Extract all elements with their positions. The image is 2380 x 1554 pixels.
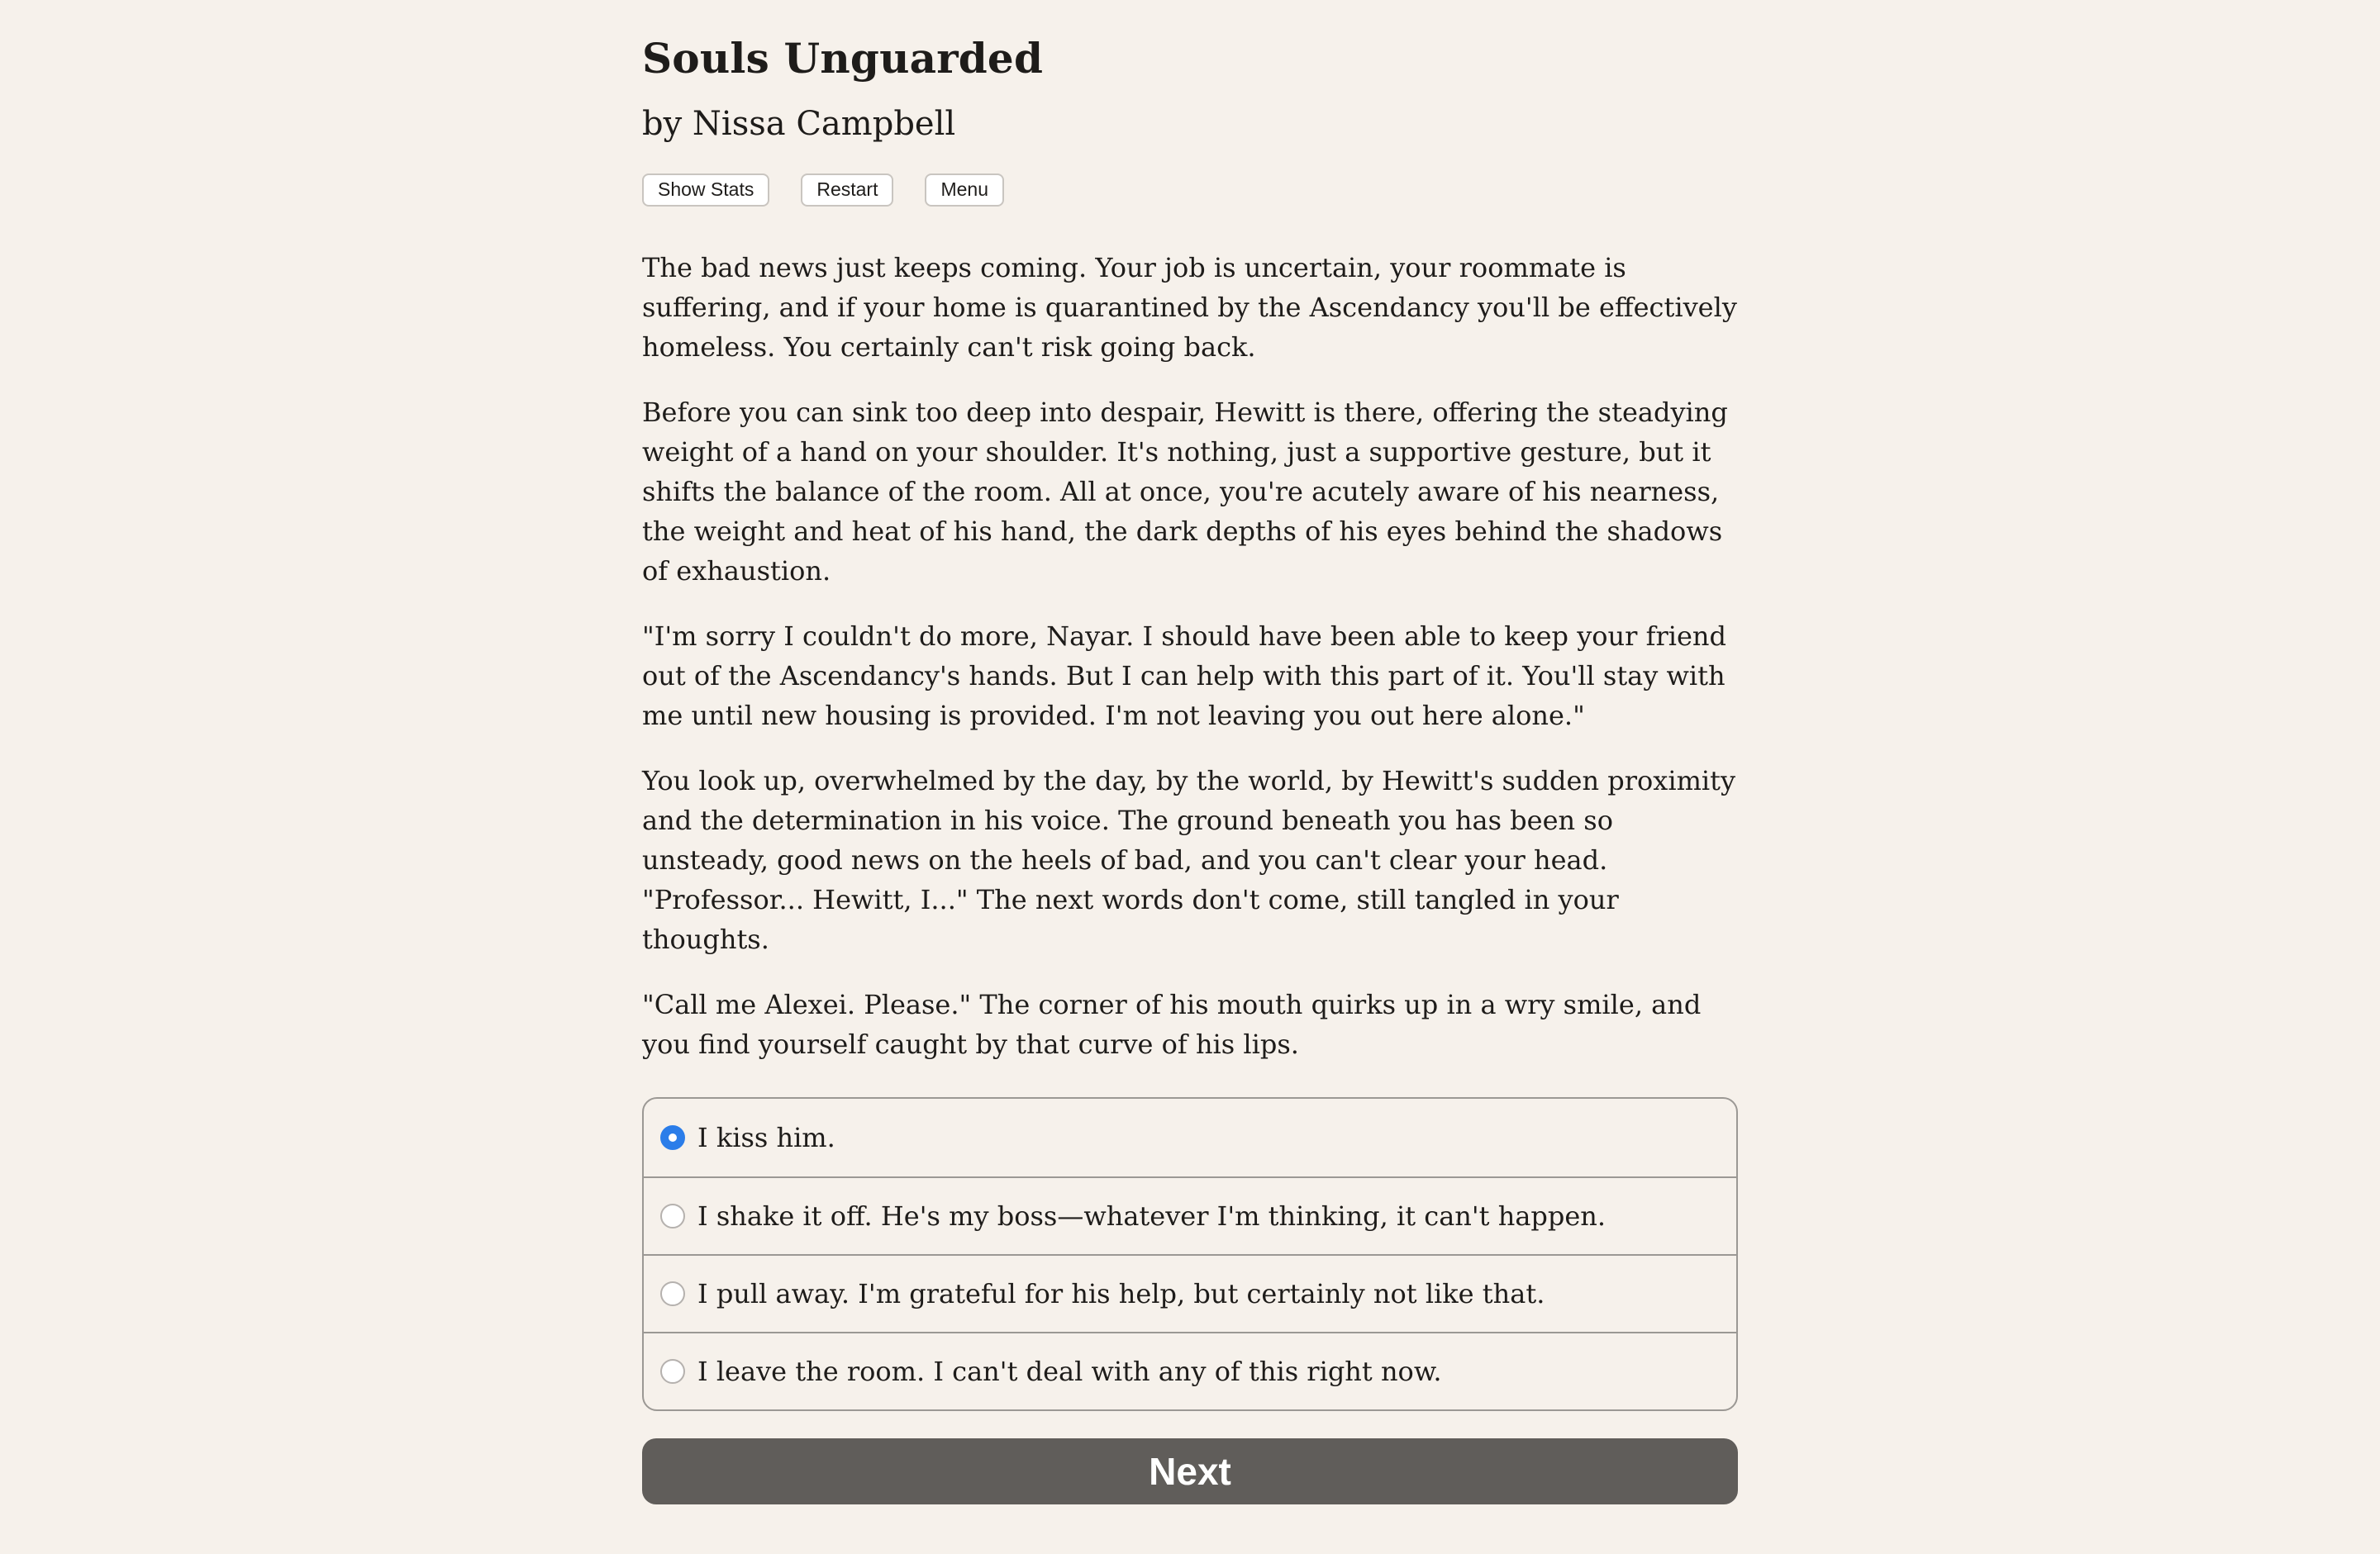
story-text: [642, 248, 1738, 1064]
next-button[interactable]: Next: [642, 1438, 1738, 1504]
choice-option-kiss[interactable]: [644, 1099, 1736, 1176]
show-stats-button[interactable]: Show Stats: [642, 173, 769, 207]
choice-label: I leave the room. I can't deal with any of this right now.: [697, 1355, 1442, 1387]
radio-button-icon[interactable]: [660, 1281, 685, 1306]
radio-button-icon[interactable]: [660, 1359, 685, 1384]
page-title: Souls Unguarded: [642, 34, 1044, 83]
byline: by Nissa Campbell: [642, 104, 956, 143]
choice-list: [642, 1097, 1738, 1411]
choice-label: I shake it off. He's my boss—whatever I'm thinking, it can't happen.: [697, 1200, 1606, 1232]
story-paragraph: The bad news just keeps coming. Your job is uncertain, your roommate is suffering, and if your home is quarantined by the Ascendancy you'll be effectively homeless. You certainly can't risk going back.: [642, 251, 1737, 363]
choice-option-pull-away[interactable]: [644, 1254, 1736, 1332]
story-paragraph: "Call me Alexei. Please." The corner of his mouth quirks up in a wry smile, and you find yourself caught by that curve of his lips.: [642, 988, 1702, 1060]
radio-button-icon[interactable]: [660, 1204, 685, 1228]
toolbar: [642, 173, 1738, 207]
story-paragraph: Before you can sink too deep into despair, Hewitt is there, offering the steadying weight of a hand on your shoulder. It's nothing, just a supportive gesture, but it shifts the balance of the room. All at once, you're acutely aware of his nearness, the weight and heat of his hand, the dark depths of his eyes behind the shadows of exhaustion.: [642, 396, 1728, 587]
choice-label: I pull away. I'm grateful for his help, but certainly not like that.: [697, 1277, 1545, 1309]
game-page: [642, 0, 1738, 1554]
story-paragraph: "I'm sorry I couldn't do more, Nayar. I should have been able to keep your friend out of the Ascendancy's hands. But I can help with this part of it. You'll stay with me until new housing is provided. I'm not leaving you out here alone.": [642, 620, 1727, 731]
menu-button[interactable]: Menu: [925, 173, 1004, 207]
choice-option-leave-room[interactable]: [644, 1332, 1736, 1409]
restart-button[interactable]: Restart: [801, 173, 893, 207]
story-paragraph: You look up, overwhelmed by the day, by the world, by Hewitt's sudden proximity and the determination in his voice. The ground beneath you has been so unsteady, good news on the heels of bad, and you can't clear your head. "Professor... Hewitt, I..." The next words don't come, still tangled in your thoughts.: [642, 764, 1736, 955]
choice-option-shake-it-off[interactable]: [644, 1176, 1736, 1254]
radio-button-icon[interactable]: [660, 1125, 685, 1150]
choice-label: I kiss him.: [697, 1121, 835, 1153]
